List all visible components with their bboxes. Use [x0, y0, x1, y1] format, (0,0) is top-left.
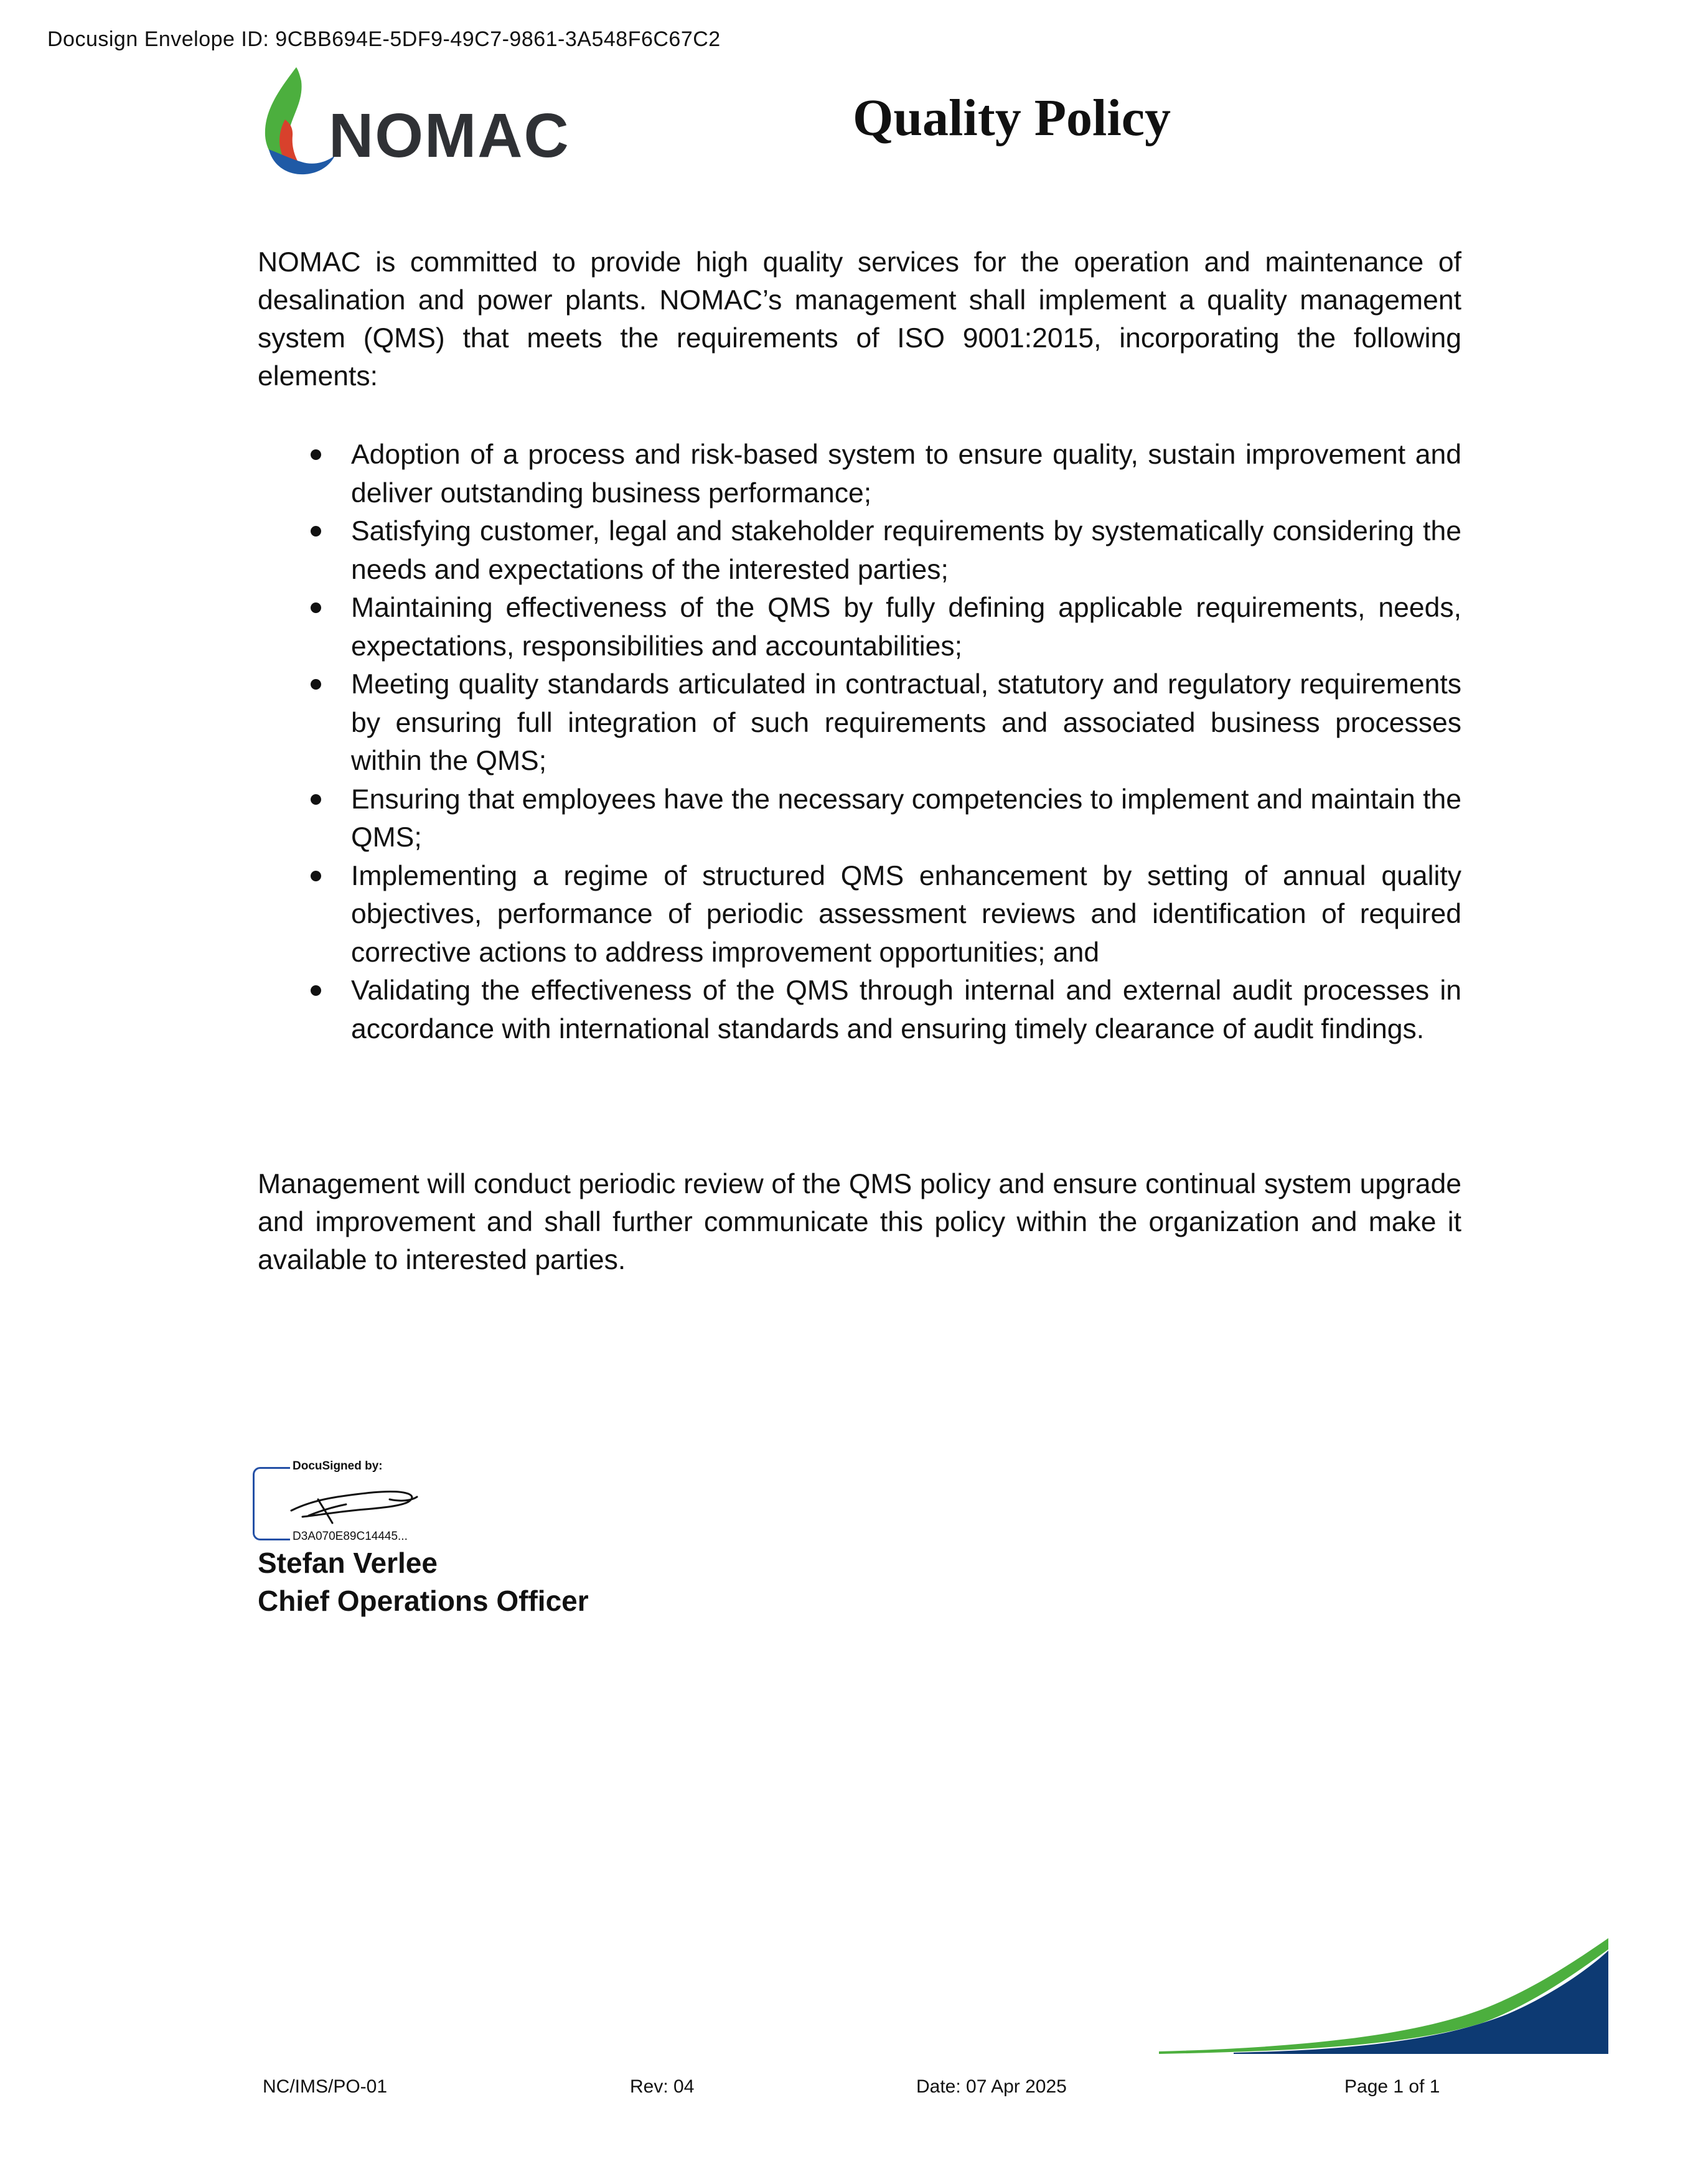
bullet-icon	[311, 526, 321, 537]
footer-date: Date: 07 Apr 2025	[916, 2076, 1067, 2097]
bullet-icon	[311, 449, 321, 460]
page-title: Quality Policy	[853, 89, 1171, 147]
closing-paragraph: Management will conduct periodic review of the QMS policy and ensure continual system upgrade and improvement and shall further communicate this policy within the organization and make it available to interested parties.	[258, 1169, 1461, 1275]
footer-document-code: NC/IMS/PO-01	[263, 2076, 388, 2097]
bullet-icon	[311, 871, 321, 881]
bullet-icon	[311, 602, 321, 613]
list-item	[258, 665, 1461, 780]
bullet-icon	[311, 679, 321, 690]
list-item	[258, 857, 1461, 972]
docusign-envelope-id: Docusign Envelope ID: 9CBB694E-5DF9-49C7-9861-3A548F6C67C2	[47, 27, 721, 51]
handwritten-signature	[284, 1472, 427, 1531]
flame-icon	[265, 67, 335, 174]
intro-paragraph: NOMAC is committed to provide high quality services for the operation and maintenance of desalination and power plants. NOMAC’s management shall implement a quality management system (QMS) that meets the requirements of ISO 9001:2015, incorporating the following elements:	[258, 247, 1461, 391]
list-item-text: Adoption of a process and risk-based system to ensure quality, sustain improvement and deliver outstanding business performance;	[351, 439, 1461, 509]
list-item	[258, 589, 1461, 665]
footer-swoosh-graphic	[1159, 1929, 1608, 2054]
signer-id: D3A070E89C14445...	[290, 1530, 410, 1544]
list-item-text: Ensuring that employees have the necessary competencies to implement and maintain the QMS;	[351, 784, 1461, 853]
list-item-text: Satisfying customer, legal and stakeholder requirements by systematically considering the needs and expectations of the interested parties;	[351, 516, 1461, 585]
list-item-text: Maintaining effectiveness of the QMS by fully defining applicable requirements, needs, expectations, responsibilities and accountabilities;	[351, 593, 1461, 662]
signer-name: Stefan Verlee	[258, 1547, 438, 1579]
list-item	[258, 972, 1461, 1048]
bullet-icon	[311, 794, 321, 805]
signer-role: Chief Operations Officer	[258, 1585, 589, 1617]
list-item-text: Meeting quality standards articulated in contractual, statutory and regulatory requirements by ensuring full integration of such requirements and associated business processes within the QMS;	[351, 669, 1461, 776]
list-item-text: Implementing a regime of structured QMS enhancement by setting of annual quality objectives, performance of periodic assessment reviews and identification of required corrective actions to address improvement opportunities; and	[351, 860, 1461, 968]
list-item	[258, 436, 1461, 512]
list-item	[258, 512, 1461, 589]
docusign-signature-block	[253, 1460, 439, 1547]
footer-page-number: Page 1 of 1	[1344, 2076, 1440, 2097]
logo-wordmark: NOMAC	[329, 101, 570, 171]
docusigned-label: DocuSigned by:	[290, 1460, 385, 1473]
list-item-text: Validating the effectiveness of the QMS through internal and external audit processes in accordance with international standards and ensuring timely clearance of audit findings.	[351, 975, 1461, 1044]
policy-elements-list	[258, 436, 1461, 1048]
footer-revision: Rev: 04	[630, 2076, 695, 2097]
list-item	[258, 780, 1461, 857]
bullet-icon	[311, 985, 321, 996]
nomac-logo	[260, 62, 584, 180]
